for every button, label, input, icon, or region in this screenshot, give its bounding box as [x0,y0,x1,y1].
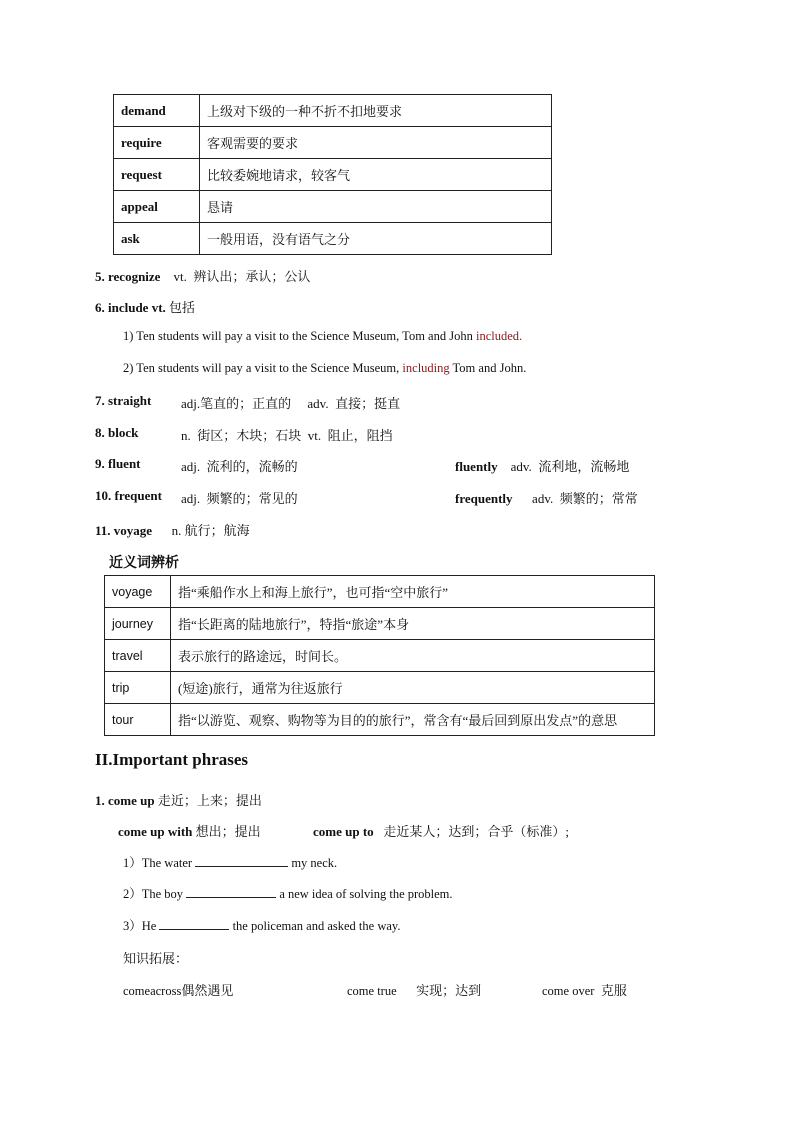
vocab-meaning-line: adj.笔直的；正直的 adv. 直接；挺直 [181,396,401,411]
table-word: journey [105,608,171,640]
section-title: II.Important phrases [95,750,249,769]
extension-come-across: comeacross偶然遇见 [123,983,234,998]
vocab-item-straight [95,393,151,409]
highlight-word: including [402,361,450,375]
table-desc: 上级对下级的一种不折不扣地要求 [200,95,552,127]
knowledge-extension-label: 知识拓展： [123,951,189,966]
verb-comparison-table [113,94,552,255]
exercise-3: 3）He the policeman and asked the way. [123,919,401,933]
table-word: ask [114,223,200,255]
vocab-item-block [95,425,138,441]
extension-come-over: come over 克服 [542,983,627,998]
phrase-come-up-to: come up to 走近某人；达到；合乎（标准）; [313,824,570,839]
answer-blank[interactable] [195,855,288,867]
table-word: require [114,127,200,159]
table-desc: 客观需要的要求 [200,127,552,159]
table-row [105,576,655,608]
exercise-1: 1）The water my neck. [123,856,338,870]
vocab-meaning: 包括 [169,300,196,315]
vocab-word: 7. straight [95,393,152,408]
example-sentence-2: 2) Ten students will pay a visit to the Science Museum, including Tom and John. [123,361,527,375]
vocab-meaning-line: n. 街区；木块；石块 vt. 阻止，阻挡 [181,428,393,443]
table-row [114,95,552,127]
table-desc: 恳请 [200,191,552,223]
table-row [114,159,552,191]
table-row [114,223,552,255]
vocab-item-recognize [95,266,310,285]
table-word: travel [105,640,171,672]
answer-blank[interactable] [159,918,229,930]
phrase-come-up: 1. come up 走近；上来；提出 [95,793,262,808]
vocab-word: 10. frequent [95,488,162,503]
example-sentence-1: 1) Ten students will pay a visit to the Science Museum, Tom and John included. [123,329,523,343]
vocab-meaning-line: adj. 频繁的；常见的 [181,491,298,506]
table-row [105,640,655,672]
vocab-pos: vt. [173,269,187,284]
answer-blank[interactable] [186,886,276,898]
vocab-item-fluent [95,456,141,472]
vocab-meaning-line: adj. 流利的，流畅的 [181,459,298,474]
vocab-word: 9. fluent [95,456,141,471]
vocab-item-include [95,297,195,316]
highlight-word: included. [475,329,523,343]
table-row [105,608,655,640]
table-desc: 指“长距离的陆地旅行”，特指“旅途”本身 [171,608,655,640]
table-desc: 表示旅行的路途远，时间长。 [171,640,655,672]
table-word: tour [105,704,171,736]
synonym-section-title: 近义词辨析 [109,556,179,571]
exercise-2: 2）The boy a new idea of solving the problem. [123,887,453,901]
table-desc: (短途)旅行，通常为往返旅行 [171,672,655,704]
table-word: demand [114,95,200,127]
table-desc: 比较委婉地请求，较客气 [200,159,552,191]
table-word: request [114,159,200,191]
vocab-item-voyage: 11. voyage n. 航行；航海 [95,523,250,538]
vocab-item-frequent [95,488,162,504]
table-word: appeal [114,191,200,223]
vocab-word: 11. voyage [95,523,153,538]
extension-come-true: come true 实现；达到 [347,983,482,998]
vocab-derived-frequently: frequently adv. 频繁的；常常 [455,491,638,506]
vocab-word: 8. block [95,425,139,440]
table-row [114,191,552,223]
table-word: voyage [105,576,171,608]
table-desc: 指“以游览、观察、购物等为目的的旅行”，常含有“最后回到原出发点”的意思 [171,704,655,736]
table-row [105,672,655,704]
vocab-meaning: 辨认出；承认；公认 [193,269,311,284]
table-row [105,704,655,736]
vocab-word: 6. include vt. [95,300,166,315]
table-desc: 一般用语，没有语气之分 [200,223,552,255]
vocab-derived-fluently: fluently adv. 流利地，流畅地 [455,459,630,474]
travel-synonym-table [104,575,655,736]
table-word: trip [105,672,171,704]
table-row [114,127,552,159]
table-desc: 指“乘船作水上和海上旅行”，也可指“空中旅行” [171,576,655,608]
phrase-come-up-with: come up with 想出；提出 [118,824,261,839]
vocab-word: 5. recognize [95,269,161,284]
